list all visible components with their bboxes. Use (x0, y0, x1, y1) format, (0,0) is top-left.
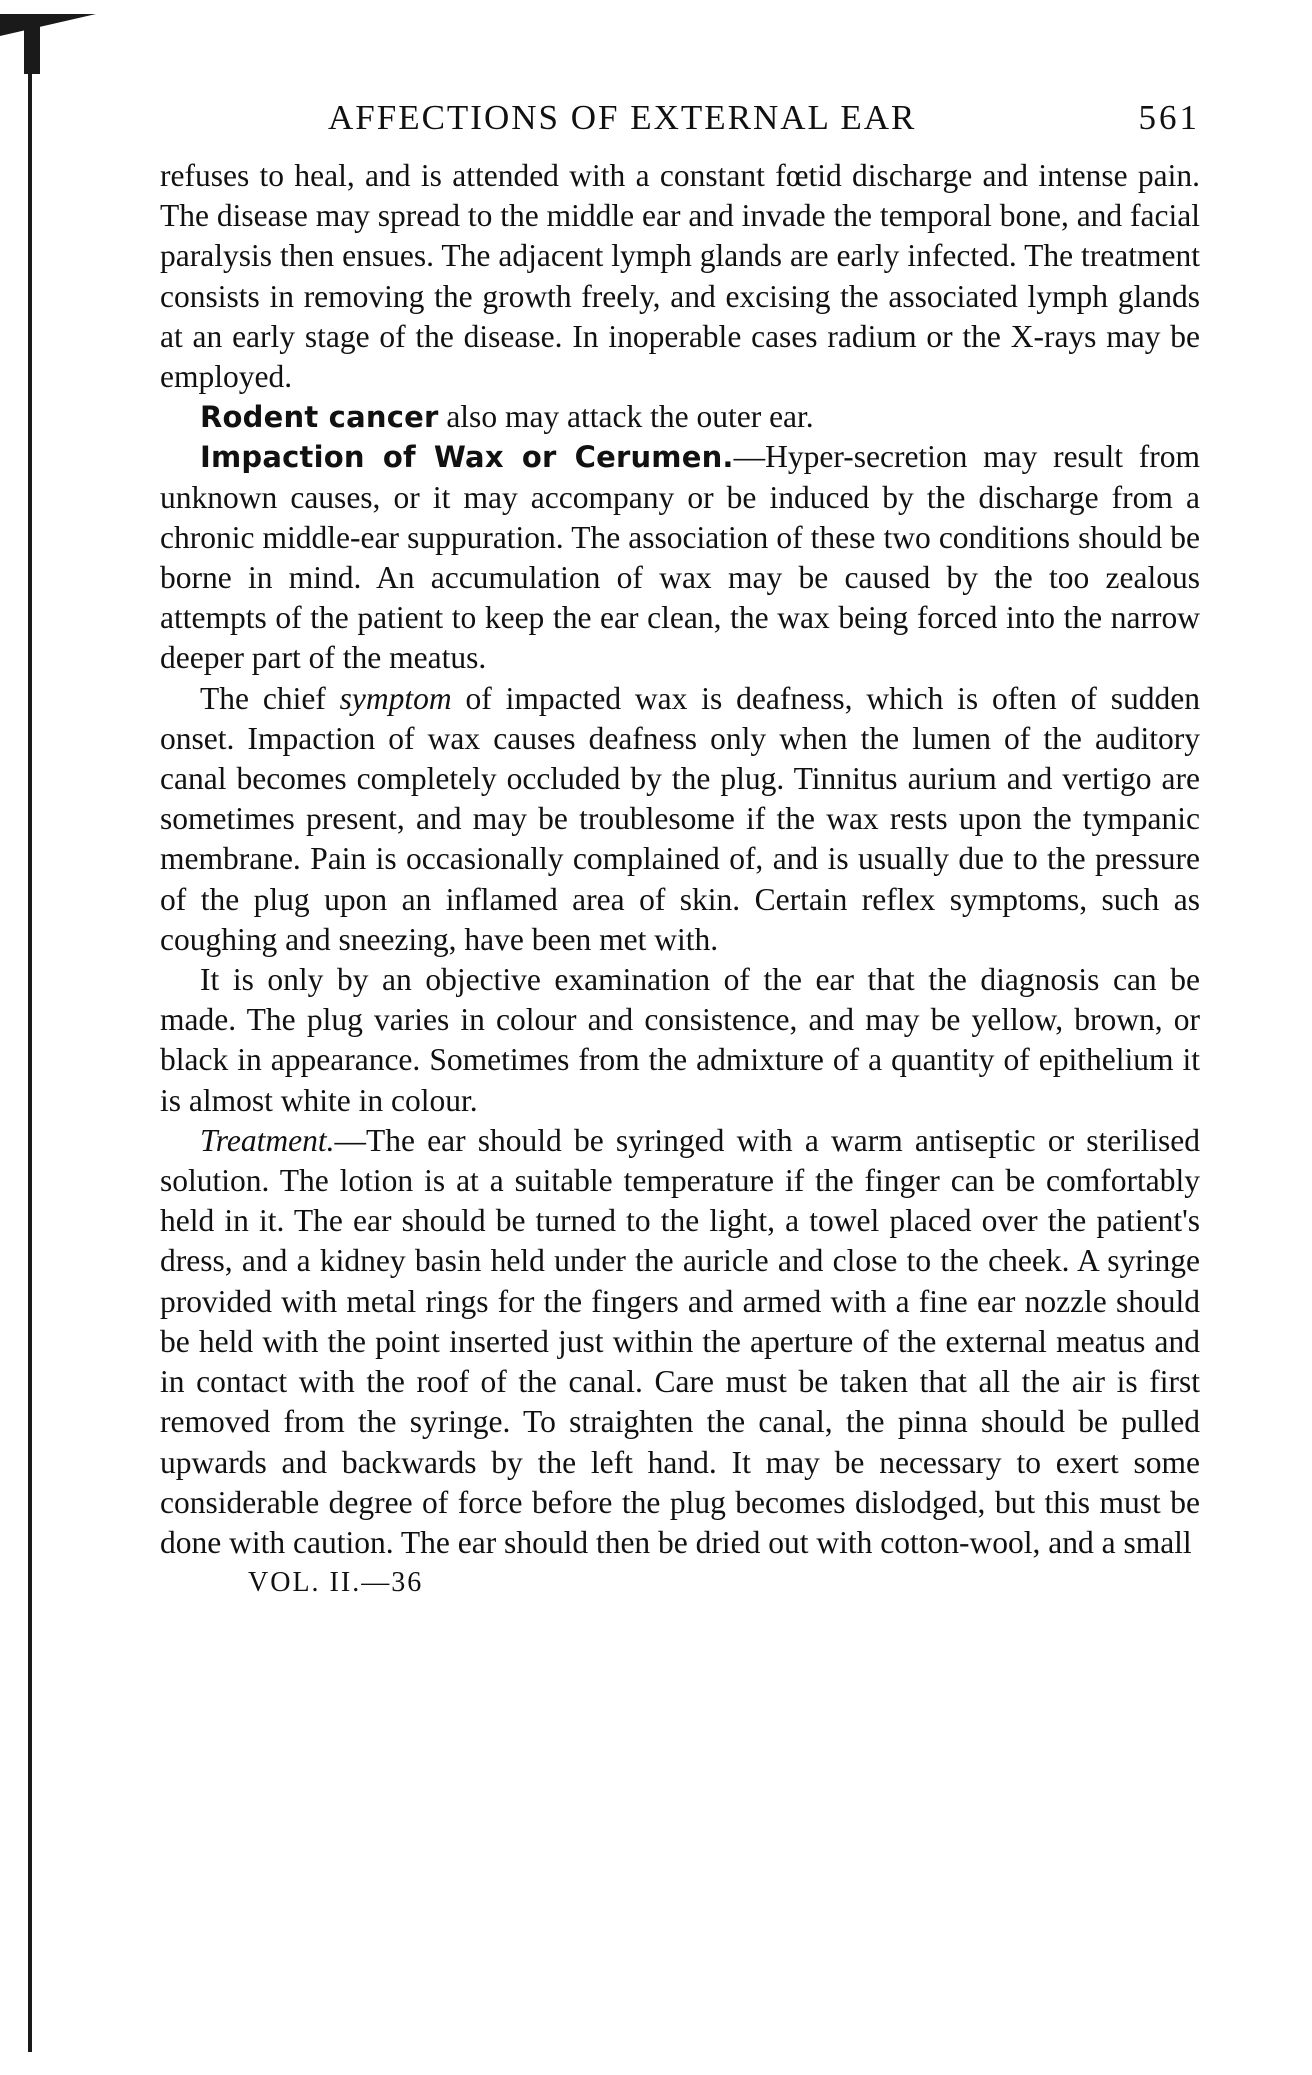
paragraph-text: also may attack the outer ear. (438, 399, 814, 435)
paragraph-symptom (160, 679, 1200, 960)
paragraph-text: refuses to heal, and is attended with a constant fœtid discharge and intense pain. The disease may spread to the middle ear and invade the temporal bone, and facial paralysis then ensues. The adjacent lymph glands are early infected. The treatment consists in removing the growth freely, and excising the associated lymph glands at an early stage of the disease. In inoperable cases radium or the X-rays may be employed. (160, 158, 1200, 395)
binding-edge-mark (0, 14, 96, 36)
signature-mark: VOL. II.—36 (248, 1567, 424, 1599)
paragraph-text: —Hyper-secretion may result from unknown causes, or it may accompany or be induced by the discharge from a chronic middle-ear suppuration. The association of these two conditions should be borne in mind. An accumulation of wax may be caused by the too zealous attempts of the patient to keep the ear clean, the wax being forced into the narrow deeper part of the meatus. (160, 439, 1200, 676)
binding-edge-block (24, 14, 40, 74)
subheading-treatment: Treatment. (200, 1122, 335, 1158)
paragraph-continuation (160, 156, 1200, 397)
paragraph-text: The chief (200, 680, 340, 716)
running-head (160, 92, 1200, 152)
section-heading-impaction: Impaction of Wax or Cerumen. (200, 440, 734, 475)
paragraph-impaction (160, 437, 1200, 678)
emphasis-symptom: symptom (339, 680, 452, 716)
paragraph-text: It is only by an objective examination of the ear that the diagnosis can be made. The plug varies in colour and consistence, and may be yellow, brown, or black in appearance. Sometimes from the admixture of a quantity of epithelium it is almost white in colour. (160, 962, 1200, 1118)
running-title: AFFECTIONS OF EXTERNAL EAR (328, 98, 917, 137)
body-text (160, 156, 1200, 1563)
binding-edge-line (28, 22, 32, 2052)
paragraph-diagnosis (160, 960, 1200, 1121)
paragraph-treatment (160, 1121, 1200, 1563)
book-page (160, 92, 1200, 1599)
paragraph-text: —The ear should be syringed with a warm antiseptic or sterilised solution. The lotion is at a suitable temperature if the finger can be comfortably held in it. The ear should be turned to the light, a towel placed over the patient's dress, and a kidney basin held under the auricle and close to the cheek. A syringe provided with metal rings for the fingers and armed with a fine ear nozzle should be held with the point inserted just within the aperture of the external meatus and in contact with the roof of the canal. Care must be taken that all the air is first removed from the syringe. To straighten the canal, the pinna should be pulled upwards and backwards by the left hand. It may be necessary to exert some considerable degree of force before the plug becomes dislodged, but this must be done with caution. The ear should then be dried out with cotton-wool, and a small (160, 1122, 1200, 1560)
paragraph-rodent-cancer (160, 397, 1200, 437)
section-heading-rodent-cancer: Rodent cancer (200, 400, 439, 435)
paragraph-text: of impacted wax is deafness, which is often of sudden onset. Impaction of wax causes deafness only when the lumen of the auditory canal becomes completely occluded by the plug. Tinnitus aurium and vertigo are sometimes present, and may be troublesome if the wax rests upon the tympanic membrane. Pain is occasionally complained of, and is usually due to the pressure of the plug upon an inflamed area of skin. Certain reflex symptoms, such as coughing and sneezing, have been met with. (160, 680, 1200, 957)
page-number: 561 (1138, 98, 1200, 137)
